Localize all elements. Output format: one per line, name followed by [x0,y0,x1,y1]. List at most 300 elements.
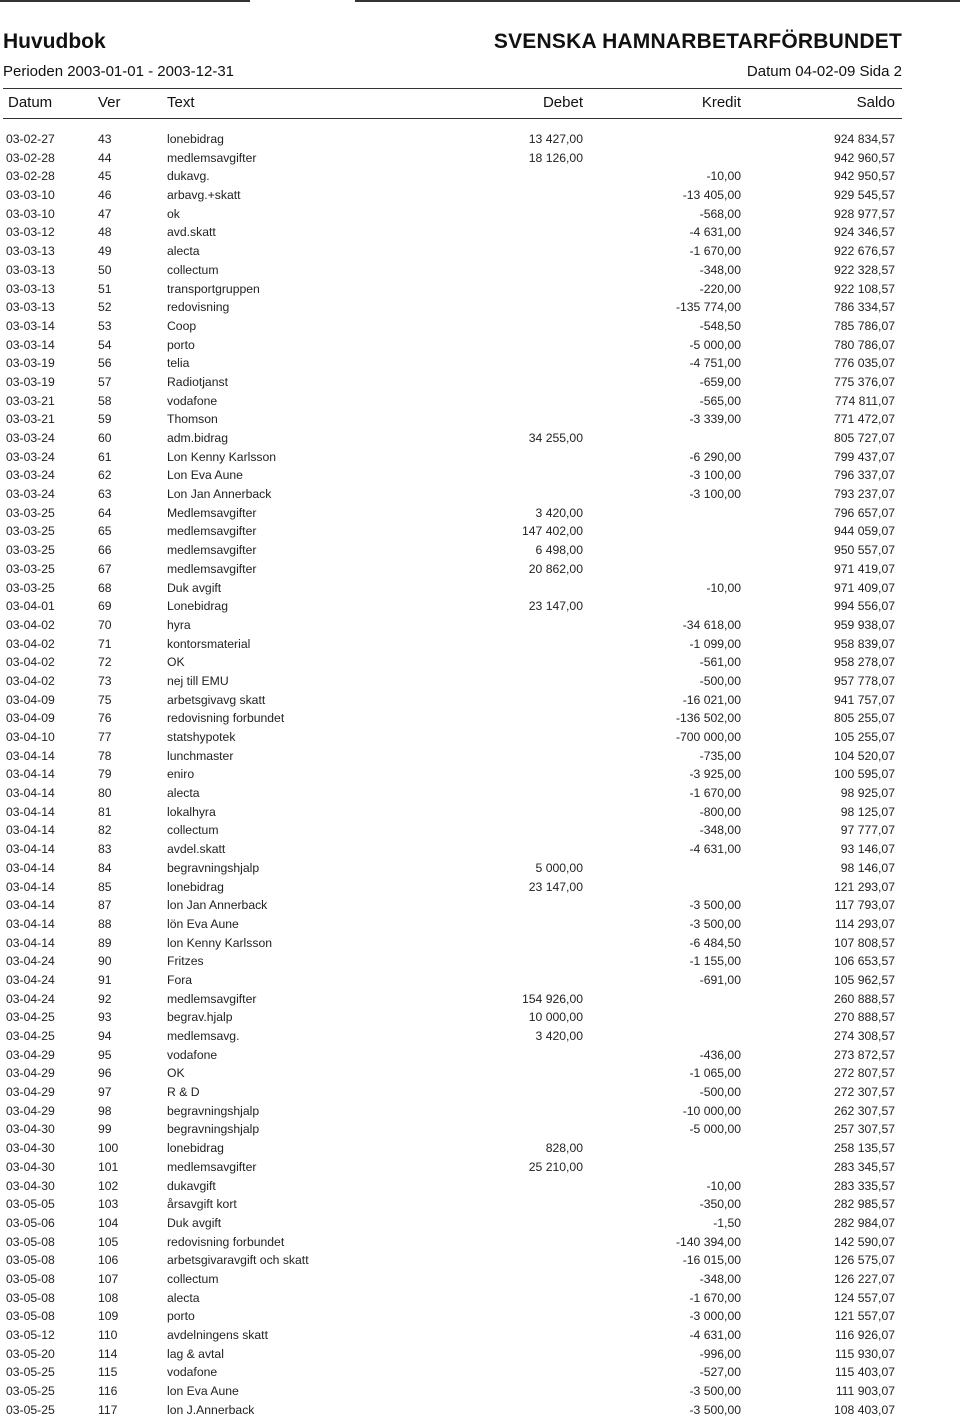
entry-saldo: 971 409,07 [834,580,895,595]
top-rule-left [0,0,250,2]
entry-kredit: -659,00 [699,374,741,389]
table-row [0,1382,960,1401]
entry-debet: 25 210,00 [528,1159,583,1174]
entry-kredit: -350,00 [699,1197,741,1212]
entry-debet: 23 147,00 [528,599,583,614]
entry-text: lon Kenny Karlsson [167,935,273,950]
entry-saldo: 805 727,07 [834,431,895,445]
column-header-kredit: Kredit [701,94,741,111]
entry-saldo: 116 926,07 [834,1328,895,1342]
table-row [0,691,960,710]
entry-ver: 59 [98,412,112,427]
entry-date: 03-03-25 [6,561,55,576]
entry-date: 03-03-19 [6,356,55,371]
entry-date: 03-04-02 [6,655,55,670]
entry-text: arbetsgivaravgift och skatt [167,1253,309,1268]
report-period: Perioden 2003-01-01 - 2003-12-31 [3,63,234,80]
entry-ver: 65 [98,524,112,539]
entry-saldo: 796 657,07 [834,505,895,520]
entry-date: 03-04-02 [6,617,55,632]
entry-date: 03-03-24 [6,431,55,445]
table-row [0,223,960,242]
entry-date: 03-03-21 [6,393,55,408]
entry-date: 03-04-14 [6,916,55,931]
entry-debet: 18 126,00 [528,150,583,165]
entry-ver: 90 [98,954,112,969]
entry-kredit: -5 000,00 [689,1122,741,1137]
entry-kredit: -13 405,00 [682,188,741,203]
entry-text: R & D [167,1085,200,1100]
entry-saldo: 104 520,07 [834,748,895,763]
entry-kredit: -10,00 [706,580,741,595]
entry-kredit: -34 618,00 [682,617,741,632]
table-row [0,1139,960,1158]
table-row [0,990,960,1009]
table-row [0,392,960,411]
entry-date: 03-05-20 [6,1346,55,1361]
entry-kredit: -3 500,00 [689,1402,741,1417]
entry-date: 03-05-25 [6,1384,55,1399]
entry-text: vodafone [167,1365,218,1380]
table-row [0,597,960,616]
entry-date: 03-04-24 [6,972,55,987]
entry-date: 03-02-28 [6,150,55,165]
entry-kredit: -4 631,00 [689,842,741,857]
table-row [0,803,960,822]
table-row [0,1251,960,1270]
entry-saldo: 942 960,57 [834,150,895,165]
entry-ver: 114 [98,1346,118,1361]
table-row [0,635,960,654]
entry-ver: 46 [98,188,112,203]
entry-date: 03-02-28 [6,169,55,184]
entry-kredit: -16 015,00 [682,1253,741,1268]
entry-date: 03-05-08 [6,1253,55,1268]
entry-saldo: 274 308,57 [834,1029,895,1043]
entry-text: redovisning [167,300,230,315]
column-header-ver: Ver [98,94,121,111]
entry-ver: 96 [98,1066,112,1081]
entry-kredit: -136 502,00 [675,711,741,726]
entry-saldo: 121 293,07 [834,879,895,894]
header-rule-bottom [3,118,902,119]
entry-saldo: 950 557,07 [834,543,895,558]
table-row [0,261,960,280]
entry-ver: 77 [98,730,112,744]
entry-date: 03-04-30 [6,1159,55,1174]
entry-saldo: 117 793,07 [834,898,895,913]
entry-debet: 20 862,00 [528,561,583,576]
entry-kredit: -220,00 [699,281,741,296]
entry-debet: 13 427,00 [528,132,583,146]
entry-text: vodafone [167,1047,218,1062]
entry-date: 03-04-14 [6,748,55,763]
entry-date: 03-03-13 [6,281,55,296]
entry-date: 03-04-29 [6,1047,55,1062]
table-row [0,205,960,224]
entry-text: OK [167,1066,185,1081]
table-row [0,280,960,299]
entry-kredit: -348,00 [699,1271,741,1286]
entry-ver: 73 [98,673,112,688]
entry-ver: 60 [98,431,112,445]
entry-date: 03-04-09 [6,692,55,707]
entry-date: 03-03-25 [6,543,55,558]
entry-ver: 68 [98,580,112,595]
table-row [0,1158,960,1177]
entry-saldo: 98 146,07 [840,860,895,875]
entry-saldo: 124 557,07 [834,1290,895,1305]
entry-date: 03-04-25 [6,1010,55,1025]
table-row [0,1326,960,1345]
entry-kredit: -3 500,00 [689,916,741,931]
entry-date: 03-03-25 [6,524,55,539]
entry-date: 03-04-29 [6,1066,55,1081]
entry-kredit: -561,00 [699,655,741,670]
entry-text: porto [167,1309,195,1324]
entry-saldo: 98 925,07 [840,786,895,801]
entry-text: begravningshjalp [167,1122,260,1137]
entry-date: 03-04-14 [6,935,55,950]
entry-text: alecta [167,244,200,259]
table-row [0,149,960,168]
table-row [0,915,960,934]
entry-saldo: 796 337,07 [834,468,895,483]
entry-kredit: -4 751,00 [689,356,741,371]
entry-kredit: -16 021,00 [682,692,741,707]
entry-ver: 57 [98,374,112,389]
entry-saldo: 785 786,07 [834,318,895,333]
entry-kredit: -135 774,00 [675,300,741,315]
entry-kredit: -3 500,00 [689,898,741,913]
entry-kredit: -1 155,00 [689,954,741,969]
entry-date: 03-03-13 [6,262,55,277]
entry-ver: 108 [98,1290,119,1305]
entry-saldo: 971 419,07 [834,561,895,576]
entry-saldo: 111 903,07 [835,1384,895,1399]
entry-text: arbavg.+skatt [167,188,241,203]
entry-kredit: -140 394,00 [675,1234,741,1249]
entry-date: 03-03-12 [6,225,55,240]
entry-saldo: 283 345,57 [834,1159,895,1174]
entry-date: 03-04-30 [6,1178,55,1193]
entry-kredit: -348,00 [699,262,741,277]
table-row [0,1027,960,1046]
entry-ver: 115 [98,1365,118,1380]
entry-text: Radiotjanst [167,374,228,389]
entry-ver: 83 [98,842,112,857]
entry-date: 03-04-02 [6,673,55,688]
entry-debet: 6 498,00 [535,543,583,558]
entry-saldo: 97 777,07 [840,823,895,838]
entry-saldo: 928 977,57 [834,206,895,221]
entry-ver: 49 [98,244,112,259]
entry-date: 03-03-24 [6,449,55,464]
entry-debet: 3 420,00 [535,505,583,520]
table-row [0,971,960,990]
entry-text: statshypotek [167,730,236,744]
entry-date: 03-04-14 [6,823,55,838]
table-row [0,354,960,373]
entry-text: collectum [167,823,219,838]
table-row [0,952,960,971]
entry-debet: 10 000,00 [528,1010,583,1025]
entry-date: 03-05-08 [6,1271,55,1286]
entry-ver: 91 [98,972,112,987]
entry-date: 03-04-10 [6,730,55,744]
entry-ver: 116 [98,1384,118,1399]
entry-text: medlemsavgifter [167,543,257,558]
entry-text: OK [167,655,185,670]
entry-text: telia [167,356,190,371]
entry-debet: 34 255,00 [528,431,583,445]
entry-date: 03-04-14 [6,860,55,875]
entry-ver: 69 [98,599,112,614]
entry-kredit: -500,00 [699,1085,741,1100]
table-row [0,1083,960,1102]
table-row [0,579,960,598]
entry-text: hyra [167,617,191,632]
table-row [0,878,960,897]
entry-ver: 54 [98,337,112,352]
entry-kredit: -735,00 [699,748,741,763]
entry-saldo: 258 135,57 [834,1141,895,1156]
entry-saldo: 257 307,57 [834,1122,895,1137]
entry-kredit: -996,00 [699,1346,741,1361]
entry-text: medlemsavgifter [167,524,257,539]
entry-text: collectum [167,262,219,277]
header-rule-top [3,88,902,89]
table-row [0,1233,960,1252]
entry-saldo: 108 403,07 [834,1402,895,1417]
entry-ver: 63 [98,487,112,502]
entry-kredit: -1,50 [713,1215,741,1230]
entry-date: 03-03-13 [6,300,55,315]
entry-debet: 23 147,00 [528,879,583,894]
entry-ver: 51 [98,281,112,296]
entry-date: 03-03-24 [6,468,55,483]
entry-kredit: -6 484,50 [689,935,741,950]
entry-ver: 104 [98,1215,119,1230]
entry-ver: 102 [98,1178,119,1193]
entry-kredit: -3 000,00 [689,1309,741,1324]
table-row [0,167,960,186]
entry-date: 03-05-06 [6,1215,55,1230]
entry-saldo: 270 888,57 [834,1010,895,1025]
entry-kredit: -527,00 [699,1365,741,1380]
entry-date: 03-04-02 [6,636,55,651]
entry-kredit: -3 925,00 [689,767,741,782]
entry-date: 03-04-01 [6,599,55,614]
entry-text: Fora [167,972,193,987]
entry-saldo: 805 255,07 [834,711,895,726]
entry-ver: 66 [98,543,112,558]
report-date-page: Datum 04-02-09 Sida 2 [746,63,902,80]
entry-saldo: 922 676,57 [834,244,895,259]
entry-date: 03-04-14 [6,767,55,782]
entry-kredit: -700 000,00 [675,730,741,744]
table-row [0,448,960,467]
table-row [0,1289,960,1308]
entry-text: begrav.hjalp [167,1010,233,1025]
entry-kredit: -4 631,00 [689,225,741,240]
entry-ver: 62 [98,468,112,483]
entry-ver: 53 [98,318,112,333]
entry-kredit: -436,00 [699,1047,741,1062]
entry-date: 03-05-08 [6,1234,55,1249]
table-row [0,821,960,840]
entry-date: 03-04-14 [6,879,55,894]
entry-saldo: 115 930,07 [834,1346,895,1361]
entry-saldo: 142 590,07 [834,1234,895,1249]
entry-saldo: 793 237,07 [834,487,895,502]
entry-saldo: 283 335,57 [834,1178,895,1193]
entry-text: lonebidrag [167,132,224,146]
table-row [0,896,960,915]
entry-date: 03-03-25 [6,505,55,520]
entry-saldo: 786 334,57 [834,300,895,315]
entry-saldo: 121 557,07 [834,1309,895,1324]
entry-kredit: -1 670,00 [689,244,741,259]
entry-text: Coop [167,318,197,333]
entry-text: lokalhyra [167,804,216,819]
entry-text: lag & avtal [167,1346,224,1361]
table-row [0,485,960,504]
entry-date: 03-04-14 [6,804,55,819]
entry-saldo: 771 472,07 [834,412,895,427]
entry-text: Fritzes [167,954,204,969]
entry-ver: 87 [98,898,112,913]
entry-kredit: -568,00 [699,206,741,221]
entry-text: Duk avgift [167,580,222,595]
entry-ver: 52 [98,300,112,315]
entry-ver: 79 [98,767,112,782]
entry-ver: 85 [98,879,112,894]
entry-saldo: 272 307,57 [834,1085,895,1100]
entry-ver: 71 [98,636,112,651]
entry-text: Medlemsavgifter [167,505,257,520]
entry-kredit: -548,50 [699,318,741,333]
table-row [0,1120,960,1139]
entry-date: 03-02-27 [6,132,55,146]
entry-text: Lon Eva Aune [167,468,243,483]
entry-date: 03-04-09 [6,711,55,726]
entry-kredit: -565,00 [699,393,741,408]
table-row [0,1195,960,1214]
entry-debet: 828,00 [545,1141,583,1156]
entry-saldo: 799 437,07 [834,449,895,464]
entry-kredit: -691,00 [699,972,741,987]
entry-saldo: 282 984,07 [834,1215,895,1230]
entry-date: 03-03-14 [6,337,55,352]
table-row [0,336,960,355]
entry-saldo: 98 125,07 [840,804,895,819]
entry-date: 03-04-14 [6,786,55,801]
table-row [0,934,960,953]
entry-saldo: 957 778,07 [834,673,895,688]
entry-text: medlemsavgifter [167,991,257,1006]
entry-kredit: -4 631,00 [689,1328,741,1342]
entry-kredit: -3 500,00 [689,1384,741,1399]
table-row [0,317,960,336]
table-row [0,672,960,691]
entry-ver: 67 [98,561,112,576]
entry-saldo: 262 307,57 [834,1103,895,1118]
entry-ver: 95 [98,1047,112,1062]
table-row [0,410,960,429]
entry-kredit: -10 000,00 [682,1103,741,1118]
table-row [0,242,960,261]
entry-kredit: -3 100,00 [689,487,741,502]
entry-saldo: 929 545,57 [834,188,895,203]
entry-ver: 48 [98,225,112,240]
entry-text: nej till EMU [167,673,229,688]
entry-text: alecta [167,786,200,801]
entry-date: 03-04-24 [6,991,55,1006]
entry-date: 03-03-10 [6,188,55,203]
entry-ver: 82 [98,823,112,838]
entry-kredit: -3 339,00 [689,412,741,427]
entry-saldo: 776 035,07 [834,356,895,371]
entry-text: lonebidrag [167,879,224,894]
entry-saldo: 126 227,07 [834,1271,895,1286]
entry-saldo: 114 293,07 [834,916,895,931]
entry-saldo: 260 888,57 [834,991,895,1006]
entry-ver: 117 [98,1402,118,1417]
entry-ver: 99 [98,1122,112,1137]
entry-date: 03-04-25 [6,1029,55,1043]
column-header-debet: Debet [542,94,583,111]
top-rule [0,0,960,3]
entry-debet: 154 926,00 [522,991,583,1006]
entry-ver: 78 [98,748,112,763]
table-row [0,653,960,672]
entry-text: vodafone [167,393,218,408]
entry-saldo: 282 985,57 [834,1197,895,1212]
entry-saldo: 774 811,07 [834,393,895,408]
entry-saldo: 959 938,07 [834,617,895,632]
entry-ver: 89 [98,935,112,950]
entry-ver: 80 [98,786,112,801]
entry-saldo: 944 059,07 [834,524,895,539]
table-row [0,522,960,541]
entry-kredit: -6 290,00 [689,449,741,464]
entry-text: transportgruppen [167,281,260,296]
entry-date: 03-03-14 [6,318,55,333]
entry-kredit: -3 100,00 [689,468,741,483]
entry-text: medlemsavgifter [167,150,257,165]
entry-date: 03-05-25 [6,1365,55,1380]
entry-text: Thomson [167,412,218,427]
table-row [0,840,960,859]
table-row [0,1046,960,1065]
entry-text: lonebidrag [167,1141,224,1156]
table-row [0,541,960,560]
table-row [0,429,960,448]
entry-text: lon Jan Annerback [167,898,268,913]
entry-saldo: 107 808,57 [834,935,895,950]
entry-ver: 47 [98,206,112,221]
table-row [0,504,960,523]
document-title: Huvudbok [3,30,106,53]
entry-text: lunchmaster [167,748,234,763]
entry-text: adm.bidrag [167,431,228,445]
entry-saldo: 941 757,07 [834,692,895,707]
table-row [0,1214,960,1233]
entry-text: ok [167,206,180,221]
entry-text: Lon Jan Annerback [167,487,272,502]
entry-kredit: -1 099,00 [689,636,741,651]
